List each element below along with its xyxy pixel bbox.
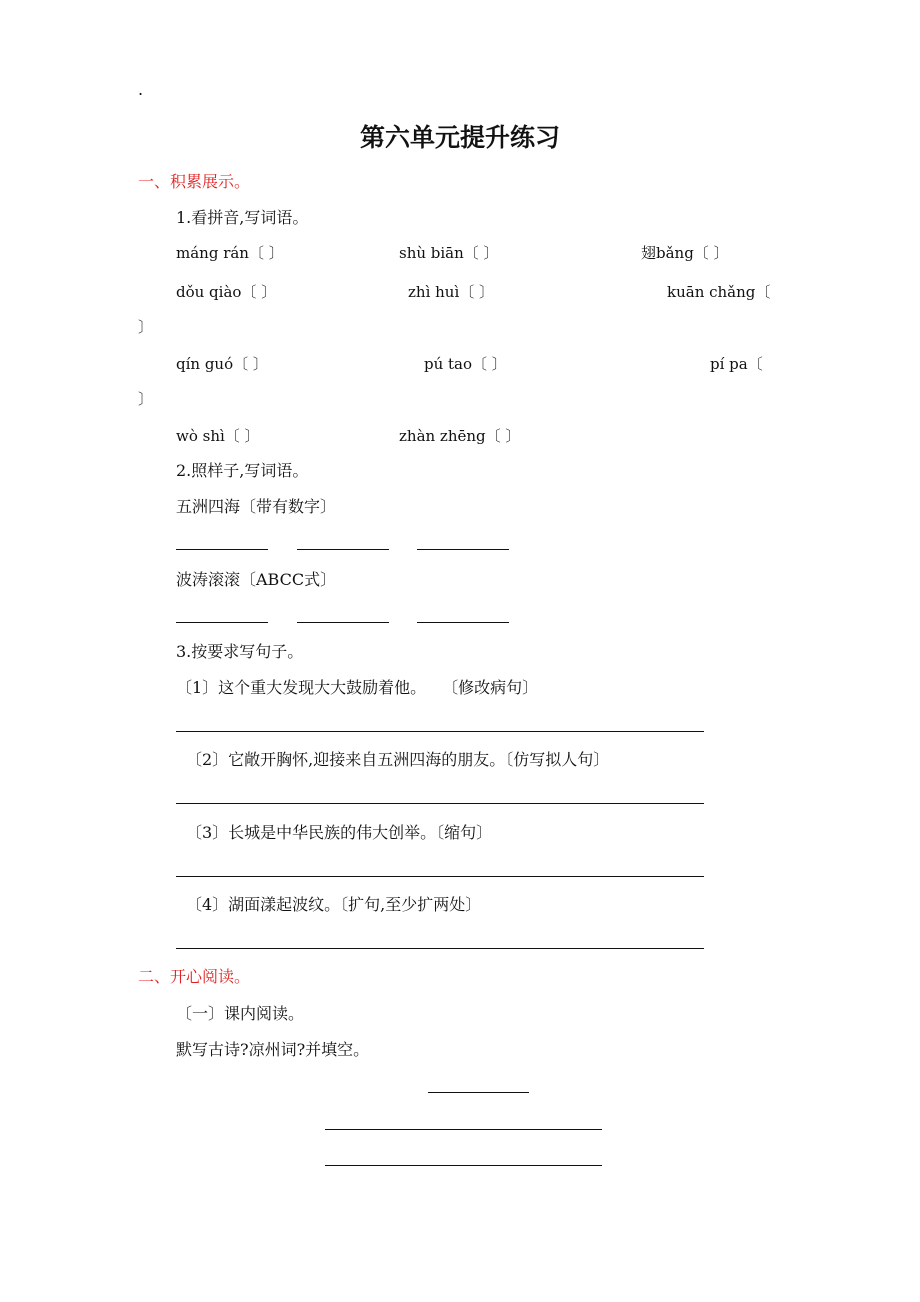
q1-label: 1.看拼音,写词语。 <box>176 208 309 227</box>
answer-line[interactable] <box>176 622 268 623</box>
page-title: 第六单元提升练习 <box>359 123 560 152</box>
pinyin-item: qín guó〔 〕 <box>176 355 268 373</box>
reading-subheading: 〔一〕课内阅读。 <box>176 1004 305 1023</box>
section-2-heading: 二、开心阅读。 <box>138 967 251 986</box>
poem-line[interactable] <box>325 1165 602 1166</box>
q3-sentence-2: 〔2〕它敞开胸怀,迎接来自五洲四海的朋友。〔仿写拟人句〕 <box>186 750 610 769</box>
pinyin-item: wò shì〔 〕 <box>176 427 260 445</box>
q3-sentence-1: 〔1〕这个重大发现大大鼓励着他。 〔修改病句〕 <box>176 678 539 697</box>
pinyin-item: 翅bǎng〔 〕 <box>641 244 729 262</box>
answer-line[interactable] <box>176 948 704 949</box>
page-dot: . <box>138 80 144 99</box>
pinyin-item: kuān chǎng〔 <box>667 283 771 301</box>
answer-line[interactable] <box>417 549 509 550</box>
answer-line[interactable] <box>297 549 389 550</box>
pinyin-item: zhì huì〔 〕 <box>408 283 495 301</box>
pinyin-item: máng rán〔 〕 <box>176 244 284 262</box>
pinyin-item: shù biān〔 〕 <box>399 244 499 262</box>
poem-title-line[interactable] <box>428 1092 529 1093</box>
pinyin-item: 〕 <box>138 390 154 408</box>
answer-line[interactable] <box>176 876 704 877</box>
q3-sentence-3: 〔3〕长城是中华民族的伟大创举。〔缩句〕 <box>186 823 493 842</box>
q2-example-2: 波涛滚滚〔ABCC式〕 <box>176 570 337 589</box>
q2-example-1: 五洲四海〔带有数字〕 <box>176 497 337 516</box>
pinyin-item: dǒu qiào〔 〕 <box>176 283 277 301</box>
answer-line[interactable] <box>417 622 509 623</box>
q3-label: 3.按要求写句子。 <box>176 642 304 661</box>
q2-label: 2.照样子,写词语。 <box>176 461 309 480</box>
poem-line[interactable] <box>325 1129 602 1130</box>
answer-line[interactable] <box>176 803 704 804</box>
answer-line[interactable] <box>176 731 704 732</box>
pinyin-item: pí pa〔 <box>710 355 763 373</box>
q3-sentence-4: 〔4〕湖面漾起波纹。〔扩句,至少扩两处〕 <box>186 895 482 914</box>
pinyin-item: zhàn zhēng〔 〕 <box>399 427 521 445</box>
answer-line[interactable] <box>297 622 389 623</box>
pinyin-item: 〕 <box>138 318 154 336</box>
reading-instruction: 默写古诗?凉州词?并填空。 <box>176 1040 370 1059</box>
answer-line[interactable] <box>176 549 268 550</box>
section-1-heading: 一、积累展示。 <box>138 172 251 191</box>
pinyin-item: pú tao〔 〕 <box>424 355 507 373</box>
